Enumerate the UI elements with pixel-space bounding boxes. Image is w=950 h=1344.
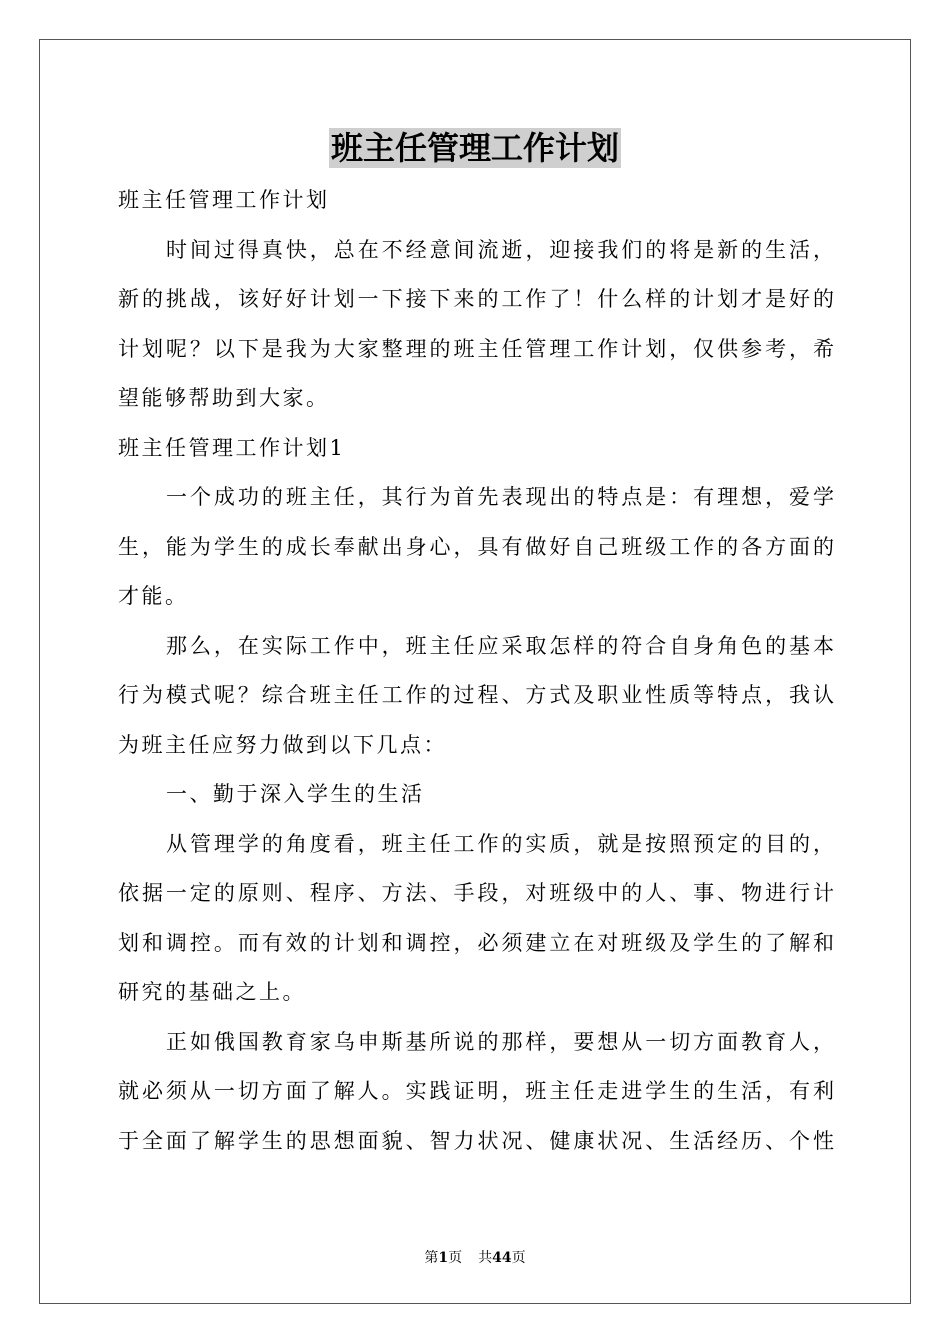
total-suffix: 页: [511, 1250, 526, 1266]
paragraph-line: 从管理学的角度看，班主任工作的实质，就是按照预定的目的，: [166, 831, 834, 856]
paragraph-line: 就必须从一切方面了解人。实践证明，班主任走进学生的生活，有利: [118, 1079, 834, 1103]
document-title: 班主任管理工作计划: [330, 129, 619, 167]
document-body: [118, 176, 834, 1166]
paragraph-line: 那么，在实际工作中，班主任应采取怎样的符合自身角色的基本: [166, 633, 834, 658]
section-heading: 班主任管理工作计划1: [118, 435, 346, 460]
page-suffix: 页: [448, 1250, 463, 1266]
paragraph-line: 新的挑战，该好好计划一下接下来的工作了！什么样的计划才是好的: [118, 287, 834, 311]
paragraph-line: 一个成功的班主任，其行为首先表现出的特点是：有理想，爱学: [166, 485, 834, 509]
paragraph-line: 正如俄国教育家乌申斯基所说的那样，要想从一切方面教育人，: [166, 1029, 834, 1054]
paragraph-line: 行为模式呢？综合班主任工作的过程、方式及职业性质等特点，我认: [118, 683, 834, 707]
total-prefix: 共: [478, 1250, 493, 1266]
paragraph-line: 望能够帮助到大家。: [118, 386, 330, 410]
paragraph-line: 为班主任应努力做到以下几点：: [118, 732, 447, 757]
page-footer: [0, 1248, 950, 1268]
total-pages: 44: [492, 1250, 512, 1266]
subtitle-line: 班主任管理工作计划: [118, 188, 330, 212]
paragraph-line: 研究的基础之上。: [118, 980, 306, 1004]
paragraph-line: 才能。: [118, 584, 189, 608]
paragraph-line: 生，能为学生的成长奉献出身心，具有做好自己班级工作的各方面的: [118, 534, 834, 559]
title-area: [0, 128, 950, 168]
paragraph-line: 划和调控。而有效的计划和调控，必须建立在对班级及学生的了解和: [118, 930, 834, 955]
paragraph-line: 时间过得真快，总在不经意间流逝，迎接我们的将是新的生活，: [166, 237, 834, 262]
subsection-heading: 一、勤于深入学生的生活: [166, 782, 425, 806]
page-prefix: 第: [424, 1250, 439, 1266]
paragraph-line: 依据一定的原则、程序、方法、手段，对班级中的人、事、物进行计: [118, 881, 834, 905]
page-number: 1: [438, 1250, 449, 1266]
paragraph-line: 计划呢？以下是我为大家整理的班主任管理工作计划，仅供参考，希: [118, 336, 834, 361]
paragraph-line: 于全面了解学生的思想面貌、智力状况、健康状况、生活经历、个性: [118, 1128, 834, 1153]
